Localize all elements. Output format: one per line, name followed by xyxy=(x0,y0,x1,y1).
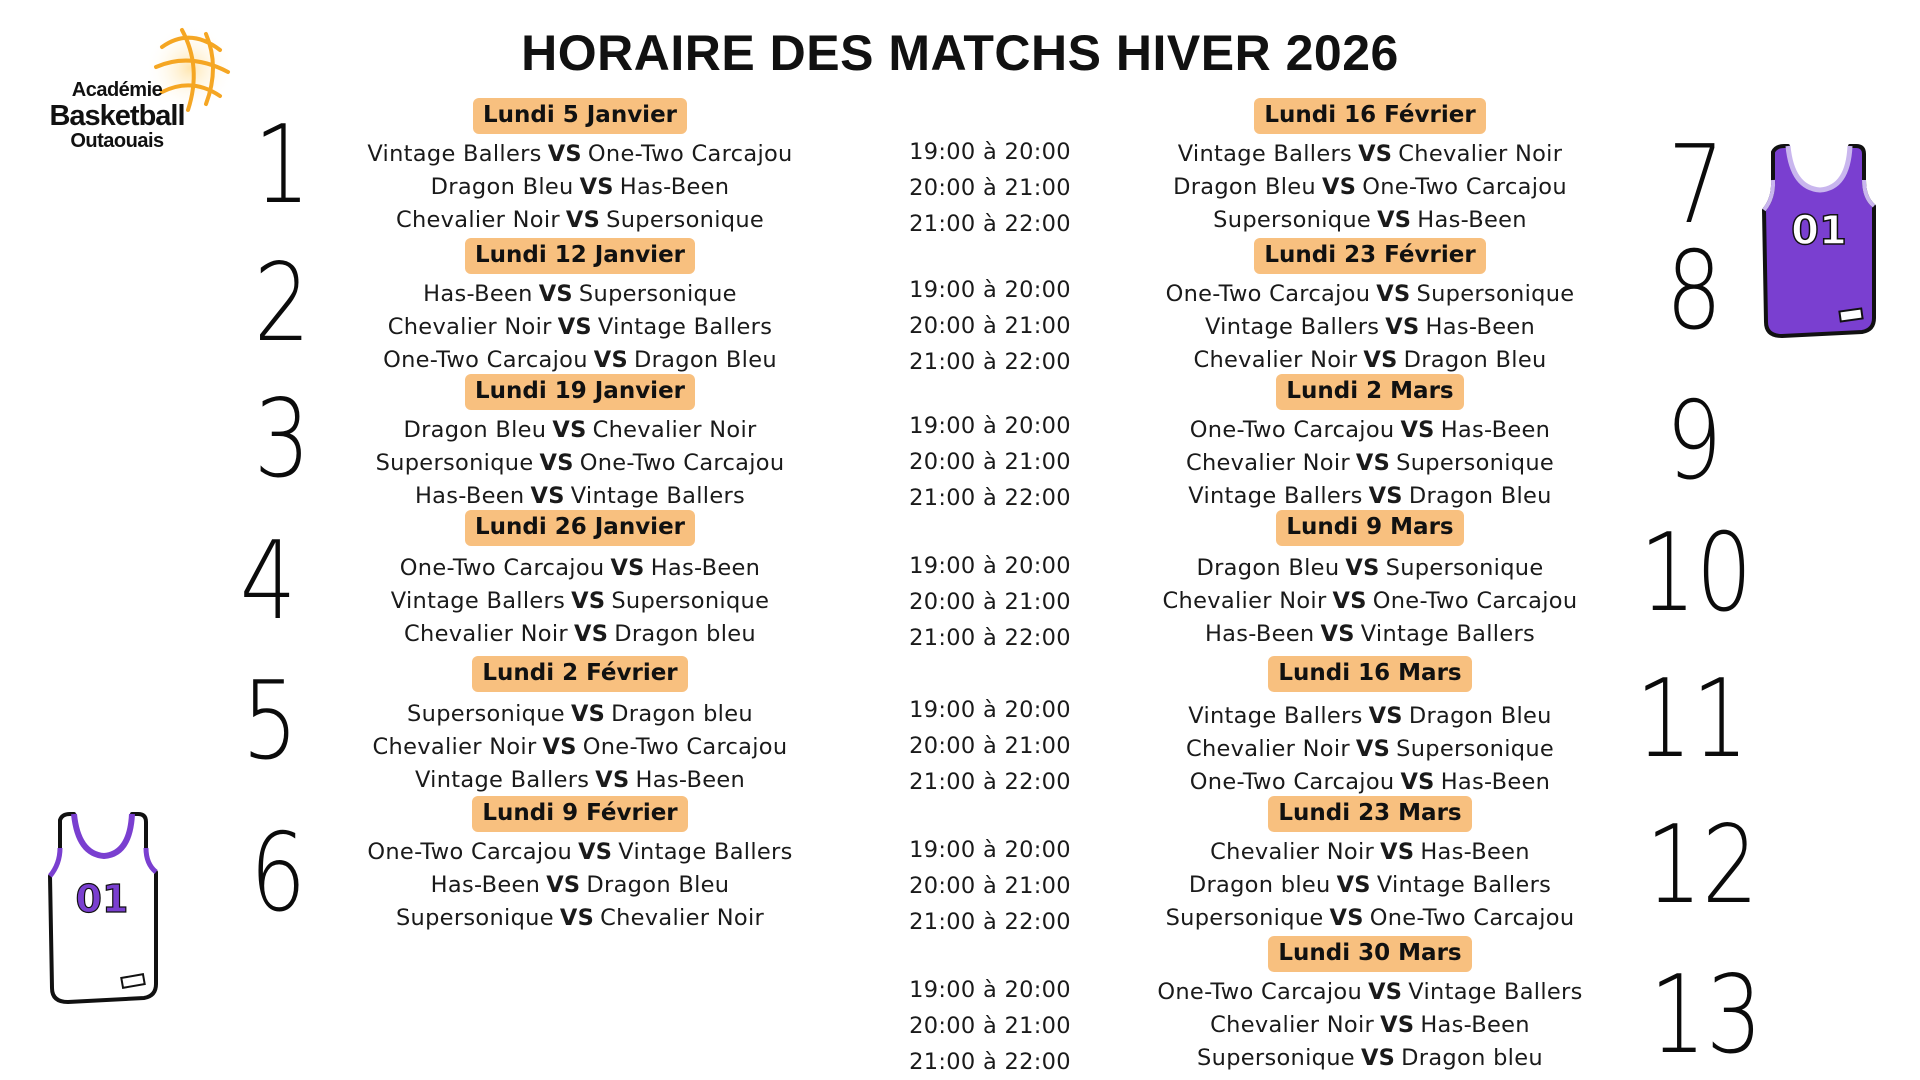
time-slot: 20:00 à 21:00 xyxy=(909,175,1071,201)
time-slot: 21:00 à 22:00 xyxy=(909,485,1071,511)
date-tag: Lundi 5 Janvier xyxy=(473,98,687,134)
week-number: 7 xyxy=(1667,123,1725,248)
date-tag: Lundi 2 Février xyxy=(472,656,687,692)
date-tag: Lundi 12 Janvier xyxy=(465,238,695,274)
time-slot: 21:00 à 22:00 xyxy=(909,1049,1071,1075)
week-block-4 xyxy=(300,510,860,650)
game-row: Chevalier Noir VS Has-Been xyxy=(1210,839,1530,865)
time-slot: 21:00 à 22:00 xyxy=(909,349,1071,375)
time-slot: 21:00 à 22:00 xyxy=(909,909,1071,935)
games-list xyxy=(1090,138,1650,237)
date-tag: Lundi 30 Mars xyxy=(1268,936,1471,972)
games-list xyxy=(300,698,860,797)
week-block-6 xyxy=(300,796,860,936)
games-list xyxy=(300,138,860,237)
time-slot: 21:00 à 22:00 xyxy=(909,769,1071,795)
date-tag: Lundi 16 Février xyxy=(1254,98,1485,134)
time-slot: 20:00 à 21:00 xyxy=(909,589,1071,615)
games-list xyxy=(1090,552,1650,651)
game-row: Supersonique VS Dragon bleu xyxy=(407,701,753,727)
date-tag: Lundi 19 Janvier xyxy=(465,374,695,410)
date-tag: Lundi 23 Février xyxy=(1254,238,1485,274)
game-row: Dragon Bleu VS Has-Been xyxy=(430,174,730,200)
time-slot: 20:00 à 21:00 xyxy=(909,449,1071,475)
game-row: Dragon Bleu VS Supersonique xyxy=(1196,555,1544,581)
week-number: 9 xyxy=(1665,379,1723,504)
game-row: Vintage Ballers VS Chevalier Noir xyxy=(1177,141,1563,167)
game-row: Chevalier Noir VS Dragon bleu xyxy=(404,621,756,647)
games-list xyxy=(300,414,860,513)
games-list xyxy=(1090,836,1650,935)
time-slot: 19:00 à 20:00 xyxy=(909,139,1071,165)
time-slot: 20:00 à 21:00 xyxy=(909,733,1071,759)
jersey-purple-icon xyxy=(1748,140,1888,345)
time-slots-group xyxy=(890,272,1090,380)
game-row: Has-Been VS Dragon Bleu xyxy=(430,872,730,898)
week-block-9 xyxy=(1090,374,1650,514)
game-row: Supersonique VS Has-Been xyxy=(1213,207,1527,233)
date-tag: Lundi 16 Mars xyxy=(1268,656,1471,692)
time-slot: 19:00 à 20:00 xyxy=(909,977,1071,1003)
game-row: One-Two Carcajou VS Supersonique xyxy=(1165,281,1575,307)
game-row: One-Two Carcajou VS Has-Been xyxy=(1189,769,1551,795)
logo-text xyxy=(42,80,192,152)
logo-line-3: Outaouais xyxy=(70,130,164,153)
date-tag: Lundi 26 Janvier xyxy=(465,510,695,546)
game-row: Chevalier Noir VS Has-Been xyxy=(1210,1012,1530,1038)
week-number: 12 xyxy=(1645,803,1759,928)
time-slots-group xyxy=(890,972,1090,1080)
week-number: 10 xyxy=(1639,511,1753,636)
game-row: Has-Been VS Vintage Ballers xyxy=(414,483,746,509)
game-row: Supersonique VS One-Two Carcajou xyxy=(375,450,785,476)
week-block-2 xyxy=(300,238,860,378)
logo-line-2: Basketball xyxy=(49,100,185,132)
games-list xyxy=(1090,976,1650,1075)
game-row: Supersonique VS Dragon bleu xyxy=(1197,1045,1543,1071)
week-number: 1 xyxy=(253,103,311,228)
games-list xyxy=(1090,414,1650,513)
time-slot: 20:00 à 21:00 xyxy=(909,873,1071,899)
game-row: Chevalier Noir VS Supersonique xyxy=(1185,736,1555,762)
logo-line-1: Académie xyxy=(71,79,163,101)
time-slots-group xyxy=(890,548,1090,656)
game-row: Has-Been VS Supersonique xyxy=(423,281,737,307)
game-row: Chevalier Noir VS Vintage Ballers xyxy=(387,314,773,340)
game-row: Dragon bleu VS Vintage Ballers xyxy=(1188,872,1552,898)
game-row: Chevalier Noir VS Dragon Bleu xyxy=(1193,347,1547,373)
week-number: 4 xyxy=(239,519,297,644)
time-slots-group xyxy=(890,408,1090,516)
game-row: Chevalier Noir VS Supersonique xyxy=(395,207,765,233)
game-row: One-Two Carcajou VS Has-Been xyxy=(1189,417,1551,443)
game-row: Vintage Ballers VS Has-Been xyxy=(414,767,746,793)
svg-text:01: 01 xyxy=(1791,208,1847,254)
game-row: One-Two Carcajou VS Vintage Ballers xyxy=(1157,979,1583,1005)
game-row: Vintage Ballers VS Dragon Bleu xyxy=(1188,703,1552,729)
week-number: 3 xyxy=(253,377,311,502)
game-row: Dragon Bleu VS One-Two Carcajou xyxy=(1173,174,1567,200)
game-row: Vintage Ballers VS Supersonique xyxy=(390,588,770,614)
week-block-1 xyxy=(300,98,860,238)
time-slots-group xyxy=(890,134,1090,242)
game-row: Vintage Ballers VS One-Two Carcajou xyxy=(367,141,793,167)
games-list xyxy=(1090,700,1650,799)
game-row: Vintage Ballers VS Has-Been xyxy=(1204,314,1536,340)
games-list xyxy=(300,836,860,935)
week-number: 6 xyxy=(249,811,307,936)
week-number: 8 xyxy=(1665,229,1723,354)
time-slot: 19:00 à 20:00 xyxy=(909,553,1071,579)
game-row: Supersonique VS One-Two Carcajou xyxy=(1165,905,1575,931)
game-row: One-Two Carcajou VS Vintage Ballers xyxy=(367,839,793,865)
time-slot: 19:00 à 20:00 xyxy=(909,837,1071,863)
game-row: One-Two Carcajou VS Has-Been xyxy=(399,555,761,581)
week-block-7 xyxy=(1090,98,1650,238)
page-title: HORAIRE DES MATCHS HIVER 2026 xyxy=(521,25,1399,81)
week-block-11 xyxy=(1090,656,1650,796)
game-row: Dragon Bleu VS Chevalier Noir xyxy=(403,417,757,443)
week-block-3 xyxy=(300,374,860,514)
game-row: Supersonique VS Chevalier Noir xyxy=(395,905,765,931)
game-row: Chevalier Noir VS One-Two Carcajou xyxy=(1162,588,1578,614)
week-number: 11 xyxy=(1635,657,1749,782)
jersey-white-icon xyxy=(38,808,168,1008)
week-block-8 xyxy=(1090,238,1650,378)
time-slot: 20:00 à 21:00 xyxy=(909,313,1071,339)
time-slots-group xyxy=(890,692,1090,800)
date-tag: Lundi 9 Février xyxy=(472,796,687,832)
games-list xyxy=(1090,278,1650,377)
time-slot: 19:00 à 20:00 xyxy=(909,277,1071,303)
time-slot: 21:00 à 22:00 xyxy=(909,211,1071,237)
time-slot: 20:00 à 21:00 xyxy=(909,1013,1071,1039)
time-slots-group xyxy=(890,832,1090,940)
game-row: Vintage Ballers VS Dragon Bleu xyxy=(1188,483,1552,509)
week-number: 5 xyxy=(241,659,299,784)
svg-text:01: 01 xyxy=(75,877,129,921)
week-number: 13 xyxy=(1649,953,1763,1078)
game-row: Chevalier Noir VS One-Two Carcajou xyxy=(372,734,788,760)
time-slot: 19:00 à 20:00 xyxy=(909,413,1071,439)
academy-logo xyxy=(42,22,242,172)
week-block-12 xyxy=(1090,796,1650,936)
game-row: Has-Been VS Vintage Ballers xyxy=(1204,621,1536,647)
week-block-10 xyxy=(1090,510,1650,650)
week-number: 2 xyxy=(253,241,311,366)
game-row: Chevalier Noir VS Supersonique xyxy=(1185,450,1555,476)
time-slot: 19:00 à 20:00 xyxy=(909,697,1071,723)
date-tag: Lundi 2 Mars xyxy=(1276,374,1463,410)
week-block-13 xyxy=(1090,936,1650,1076)
date-tag: Lundi 9 Mars xyxy=(1276,510,1463,546)
date-tag: Lundi 23 Mars xyxy=(1268,796,1471,832)
games-list xyxy=(300,278,860,377)
games-list xyxy=(300,552,860,651)
time-slot: 21:00 à 22:00 xyxy=(909,625,1071,651)
week-block-5 xyxy=(300,656,860,796)
game-row: One-Two Carcajou VS Dragon Bleu xyxy=(383,347,777,373)
